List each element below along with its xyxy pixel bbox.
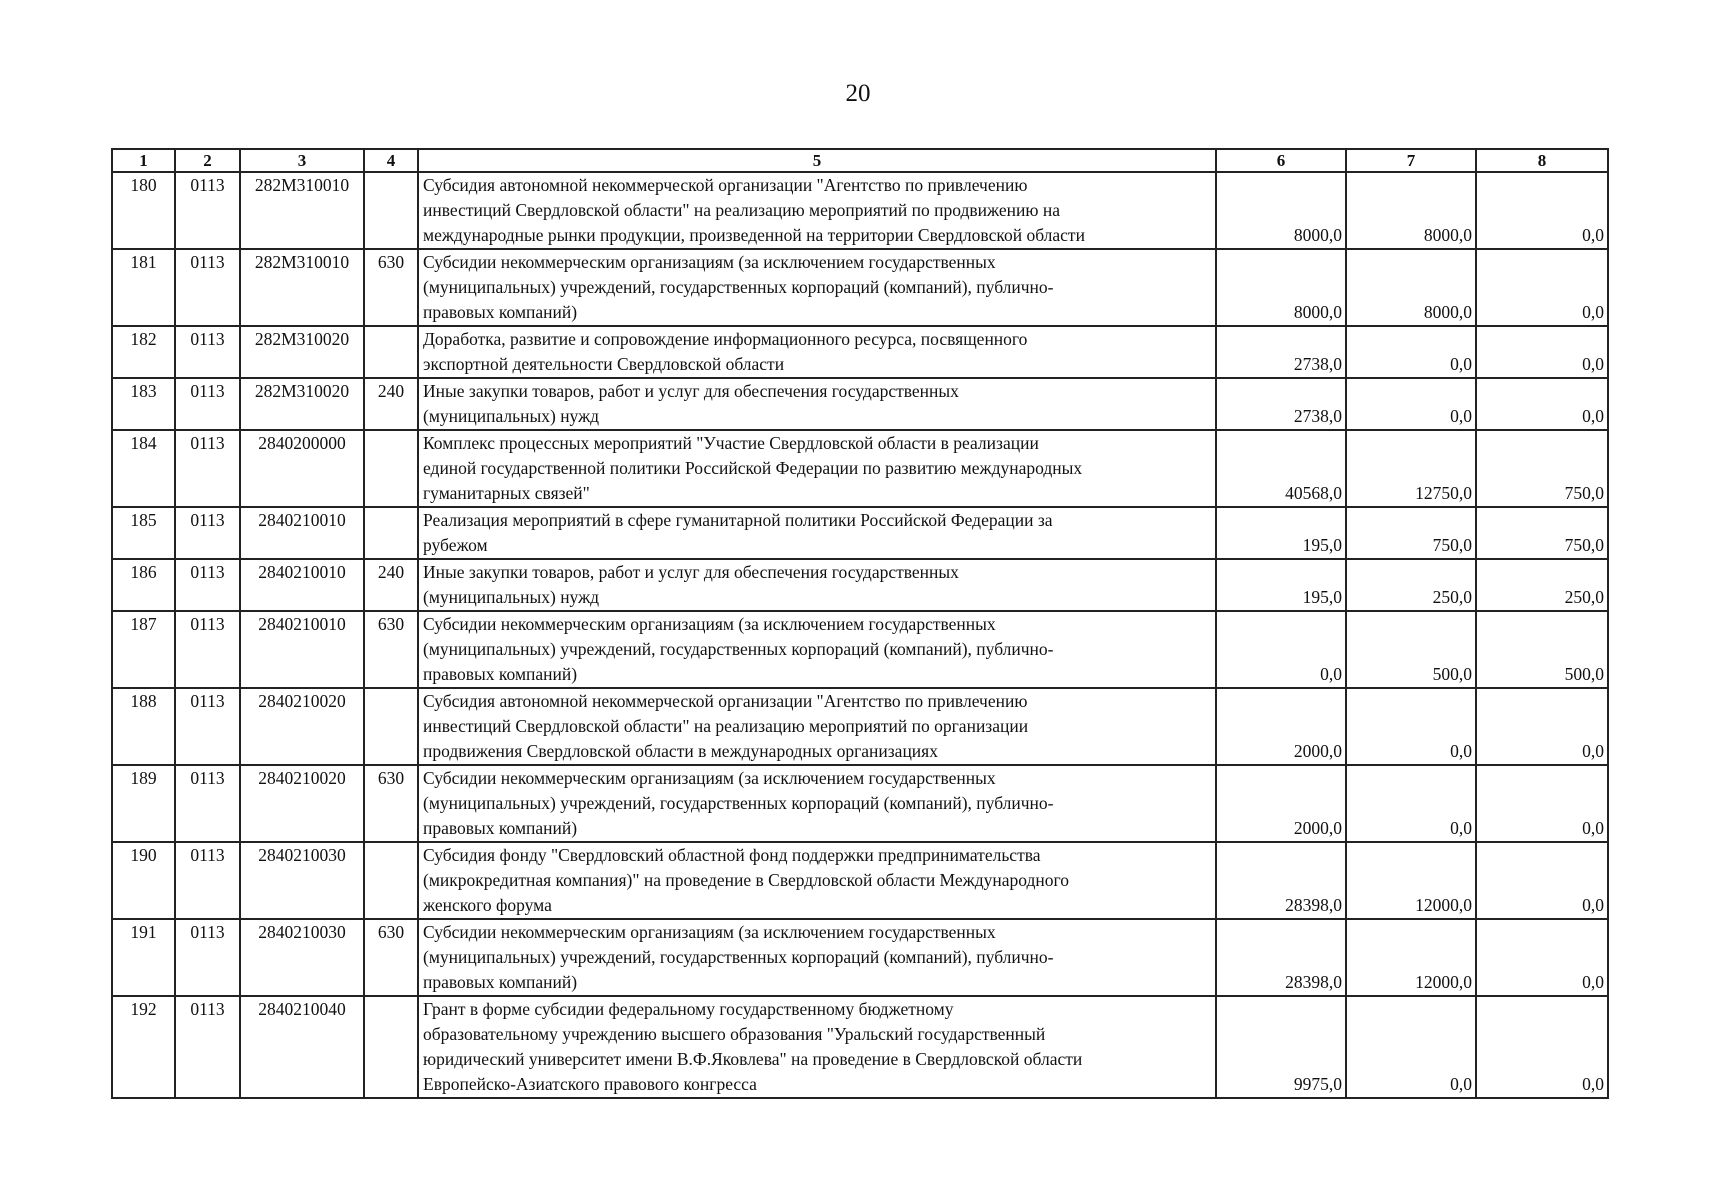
- amount-col6-cell: 195,0: [1216, 559, 1346, 611]
- description-line: (муниципальных) учреждений, государственных корпораций (компаний), публично-: [423, 793, 1054, 813]
- row-number-cell: 183: [112, 378, 175, 430]
- target-code-cell: 282M310020: [240, 326, 364, 378]
- description-cell: [418, 430, 1216, 507]
- amount-col7-cell: 12750,0: [1346, 430, 1476, 507]
- description-line: Субсидия автономной некоммерческой организации "Агентство по привлечению: [423, 175, 1028, 195]
- description-line: международные рынки продукции, произведенной на территории Свердловской области: [423, 225, 1085, 245]
- description-line: Иные закупки товаров, работ и услуг для обеспечения государственных: [423, 381, 959, 401]
- amount-col6-cell: 2000,0: [1216, 765, 1346, 842]
- target-code-cell: 2840210010: [240, 611, 364, 688]
- table-row: [112, 172, 1608, 249]
- amount-col6-cell: 195,0: [1216, 507, 1346, 559]
- target-code-cell: 2840210010: [240, 559, 364, 611]
- target-code-cell: 2840210020: [240, 688, 364, 765]
- section-code-cell: 0113: [175, 996, 240, 1098]
- expense-type-cell: [364, 430, 418, 507]
- table-header-row: [112, 149, 1608, 172]
- amount-col8-cell: 500,0: [1476, 611, 1608, 688]
- expense-type-cell: 240: [364, 559, 418, 611]
- target-code-cell: 2840210040: [240, 996, 364, 1098]
- amount-col6-cell: 2738,0: [1216, 326, 1346, 378]
- amount-col7-cell: 12000,0: [1346, 919, 1476, 996]
- description-line: Реализация мероприятий в сфере гуманитарной политики Российской Федерации за: [423, 510, 1053, 530]
- amount-col7-cell: 250,0: [1346, 559, 1476, 611]
- description-line: образовательному учреждению высшего образования "Уральский государственный: [423, 1024, 1046, 1044]
- row-number-cell: 187: [112, 611, 175, 688]
- section-code-cell: 0113: [175, 172, 240, 249]
- target-code-cell: 282M310020: [240, 378, 364, 430]
- row-number-cell: 182: [112, 326, 175, 378]
- table-row: [112, 559, 1608, 611]
- section-code-cell: 0113: [175, 842, 240, 919]
- amount-col7-cell: 0,0: [1346, 326, 1476, 378]
- column-header-6: 6: [1216, 149, 1346, 172]
- amount-col6-cell: 2738,0: [1216, 378, 1346, 430]
- section-code-cell: 0113: [175, 919, 240, 996]
- expense-type-cell: 630: [364, 249, 418, 326]
- description-line: правовых компаний): [423, 302, 578, 322]
- row-number-cell: 192: [112, 996, 175, 1098]
- row-number-cell: 186: [112, 559, 175, 611]
- column-header-3: 3: [240, 149, 364, 172]
- section-code-cell: 0113: [175, 765, 240, 842]
- row-number-cell: 189: [112, 765, 175, 842]
- row-number-cell: 181: [112, 249, 175, 326]
- expense-type-cell: [364, 507, 418, 559]
- column-header-1: 1: [112, 149, 175, 172]
- amount-col7-cell: 0,0: [1346, 688, 1476, 765]
- description-cell: [418, 996, 1216, 1098]
- description-line: инвестиций Свердловской области" на реализацию мероприятий по продвижению на: [423, 200, 1060, 220]
- description-cell: [418, 919, 1216, 996]
- description-cell: [418, 765, 1216, 842]
- amount-col7-cell: 500,0: [1346, 611, 1476, 688]
- column-header-4: 4: [364, 149, 418, 172]
- section-code-cell: 0113: [175, 611, 240, 688]
- description-line: продвижения Свердловской области в международных организациях: [423, 741, 938, 761]
- table-row: [112, 765, 1608, 842]
- table-row: [112, 378, 1608, 430]
- description-line: единой государственной политики Российской Федерации по развитию международных: [423, 458, 1083, 478]
- amount-col7-cell: 750,0: [1346, 507, 1476, 559]
- table-body: [112, 172, 1608, 1098]
- description-line: Европейско-Азиатского правового конгресса: [423, 1074, 757, 1094]
- amount-col7-cell: 8000,0: [1346, 249, 1476, 326]
- target-code-cell: 2840210030: [240, 842, 364, 919]
- amount-col8-cell: 0,0: [1476, 378, 1608, 430]
- table-row: [112, 430, 1608, 507]
- expense-type-cell: [364, 326, 418, 378]
- column-header-8: 8: [1476, 149, 1608, 172]
- amount-col8-cell: 0,0: [1476, 842, 1608, 919]
- description-line: Субсидии некоммерческим организациям (за исключением государственных: [423, 922, 996, 942]
- section-code-cell: 0113: [175, 688, 240, 765]
- table-row: [112, 507, 1608, 559]
- description-line: Субсидия автономной некоммерческой организации "Агентство по привлечению: [423, 691, 1028, 711]
- amount-col6-cell: 28398,0: [1216, 919, 1346, 996]
- section-code-cell: 0113: [175, 507, 240, 559]
- description-cell: [418, 507, 1216, 559]
- table-row: [112, 249, 1608, 326]
- amount-col6-cell: 9975,0: [1216, 996, 1346, 1098]
- description-line: юридический университет имени В.Ф.Яковлева" на проведение в Свердловской области: [423, 1049, 1083, 1069]
- description-line: Субсидии некоммерческим организациям (за исключением государственных: [423, 768, 996, 788]
- amount-col8-cell: 0,0: [1476, 249, 1608, 326]
- amount-col6-cell: 28398,0: [1216, 842, 1346, 919]
- amount-col6-cell: 40568,0: [1216, 430, 1346, 507]
- row-number-cell: 191: [112, 919, 175, 996]
- section-code-cell: 0113: [175, 430, 240, 507]
- description-cell: [418, 326, 1216, 378]
- table-row: [112, 326, 1608, 378]
- description-line: Иные закупки товаров, работ и услуг для обеспечения государственных: [423, 562, 959, 582]
- description-line: правовых компаний): [423, 972, 578, 992]
- column-header-2: 2: [175, 149, 240, 172]
- description-line: рубежом: [423, 535, 488, 555]
- expense-type-cell: [364, 996, 418, 1098]
- expense-type-cell: 630: [364, 765, 418, 842]
- amount-col8-cell: 250,0: [1476, 559, 1608, 611]
- column-header-7: 7: [1346, 149, 1476, 172]
- description-line: женского форума: [423, 895, 552, 915]
- amount-col8-cell: 750,0: [1476, 430, 1608, 507]
- description-cell: [418, 842, 1216, 919]
- page-number: 20: [845, 80, 871, 107]
- expense-type-cell: [364, 688, 418, 765]
- table-row: [112, 919, 1608, 996]
- target-code-cell: 2840210010: [240, 507, 364, 559]
- description-line: правовых компаний): [423, 664, 578, 684]
- amount-col8-cell: 0,0: [1476, 919, 1608, 996]
- description-line: (муниципальных) учреждений, государственных корпораций (компаний), публично-: [423, 639, 1054, 659]
- description-line: Грант в форме субсидии федеральному государственному бюджетному: [423, 999, 954, 1019]
- expense-type-cell: 240: [364, 378, 418, 430]
- row-number-cell: 180: [112, 172, 175, 249]
- description-cell: [418, 688, 1216, 765]
- description-line: гуманитарных связей": [423, 483, 590, 503]
- description-line: Доработка, развитие и сопровождение информационного ресурса, посвященного: [423, 329, 1028, 349]
- section-code-cell: 0113: [175, 326, 240, 378]
- target-code-cell: 2840200000: [240, 430, 364, 507]
- amount-col8-cell: 0,0: [1476, 996, 1608, 1098]
- description-line: Субсидии некоммерческим организациям (за исключением государственных: [423, 614, 996, 634]
- table-row: [112, 688, 1608, 765]
- table-row: [112, 611, 1608, 688]
- table-row: [112, 996, 1608, 1098]
- amount-col7-cell: 0,0: [1346, 378, 1476, 430]
- row-number-cell: 188: [112, 688, 175, 765]
- amount-col7-cell: 0,0: [1346, 996, 1476, 1098]
- amount-col8-cell: 0,0: [1476, 326, 1608, 378]
- description-cell: [418, 611, 1216, 688]
- amount-col8-cell: 750,0: [1476, 507, 1608, 559]
- row-number-cell: 190: [112, 842, 175, 919]
- amount-col6-cell: 0,0: [1216, 611, 1346, 688]
- row-number-cell: 185: [112, 507, 175, 559]
- description-line: (муниципальных) учреждений, государственных корпораций (компаний), публично-: [423, 277, 1054, 297]
- description-cell: [418, 559, 1216, 611]
- amount-col8-cell: 0,0: [1476, 172, 1608, 249]
- amount-col6-cell: 8000,0: [1216, 172, 1346, 249]
- amount-col8-cell: 0,0: [1476, 688, 1608, 765]
- target-code-cell: 282M310010: [240, 249, 364, 326]
- description-line: экспортной деятельности Свердловской области: [423, 354, 785, 374]
- amount-col6-cell: 2000,0: [1216, 688, 1346, 765]
- description-cell: [418, 172, 1216, 249]
- amount-col7-cell: 12000,0: [1346, 842, 1476, 919]
- expense-type-cell: [364, 172, 418, 249]
- row-number-cell: 184: [112, 430, 175, 507]
- description-cell: [418, 378, 1216, 430]
- expense-type-cell: [364, 842, 418, 919]
- description-line: Комплекс процессных мероприятий "Участие Свердловской области в реализации: [423, 433, 1039, 453]
- table-row: [112, 842, 1608, 919]
- description-line: инвестиций Свердловской области" на реализацию мероприятий по организации: [423, 716, 1029, 736]
- description-line: (микрокредитная компания)" на проведение в Свердловской области Международного: [423, 870, 1070, 890]
- description-line: (муниципальных) нужд: [423, 587, 600, 607]
- target-code-cell: 2840210020: [240, 765, 364, 842]
- amount-col6-cell: 8000,0: [1216, 249, 1346, 326]
- amount-col7-cell: 8000,0: [1346, 172, 1476, 249]
- target-code-cell: 282M310010: [240, 172, 364, 249]
- section-code-cell: 0113: [175, 559, 240, 611]
- description-line: (муниципальных) учреждений, государственных корпораций (компаний), публично-: [423, 947, 1054, 967]
- description-cell: [418, 249, 1216, 326]
- section-code-cell: 0113: [175, 249, 240, 326]
- description-line: правовых компаний): [423, 818, 578, 838]
- section-code-cell: 0113: [175, 378, 240, 430]
- description-line: Субсидия фонду "Свердловский областной фонд поддержки предпринимательства: [423, 845, 1041, 865]
- description-line: (муниципальных) нужд: [423, 406, 600, 426]
- target-code-cell: 2840210030: [240, 919, 364, 996]
- budget-table: [111, 148, 1609, 1099]
- amount-col7-cell: 0,0: [1346, 765, 1476, 842]
- column-header-5: 5: [418, 149, 1216, 172]
- description-line: Субсидии некоммерческим организациям (за исключением государственных: [423, 252, 996, 272]
- amount-col8-cell: 0,0: [1476, 765, 1608, 842]
- expense-type-cell: 630: [364, 611, 418, 688]
- expense-type-cell: 630: [364, 919, 418, 996]
